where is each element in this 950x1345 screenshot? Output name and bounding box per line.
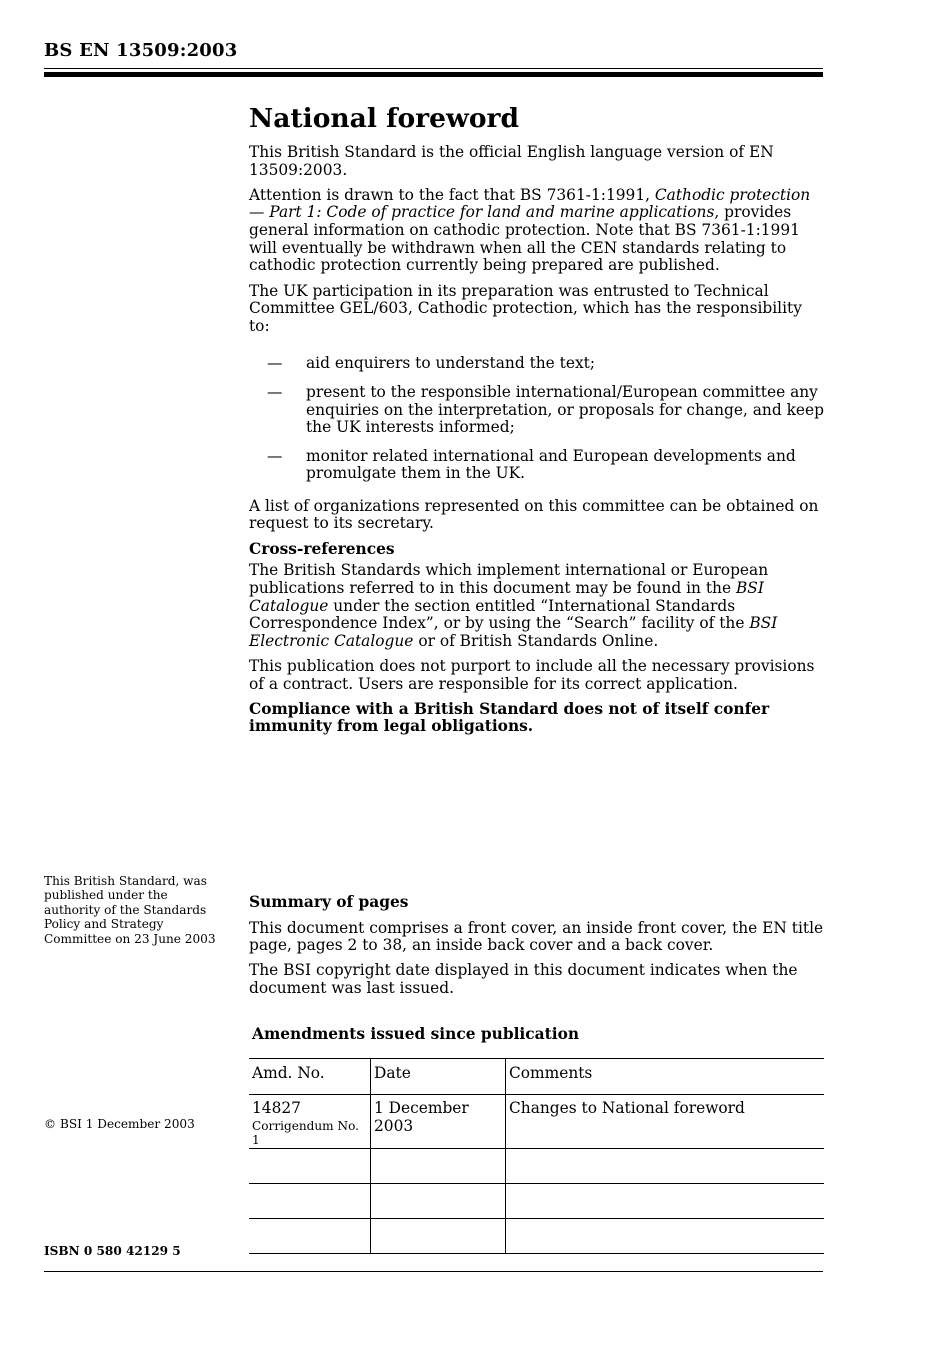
foreword-paragraph-1: This British Standard is the official English language version of EN 13509:2003. bbox=[249, 143, 774, 179]
list-item bbox=[249, 448, 827, 483]
crossref-paragraph bbox=[249, 562, 827, 650]
dash-marker: — bbox=[267, 446, 283, 465]
empty-cell bbox=[249, 1184, 371, 1219]
summary-paragraph-2: The BSI copyright date displayed in this document indicates when the document was last issued. bbox=[249, 961, 798, 998]
dash-marker: — bbox=[267, 354, 283, 373]
footer-rule bbox=[44, 1271, 823, 1272]
table-header-row bbox=[249, 1059, 824, 1095]
amendments-table bbox=[249, 1058, 824, 1254]
foreword-paragraph-4: A list of organizations represented on this committee can be obtained on request to its secretary. bbox=[249, 496, 819, 533]
header-date: Date bbox=[371, 1059, 506, 1095]
dash-marker: — bbox=[267, 382, 283, 401]
text-run: Attention is drawn to the fact that BS 7361-1:1991, bbox=[249, 185, 655, 204]
empty-cell bbox=[506, 1184, 825, 1219]
crossref-heading: Cross-references bbox=[249, 539, 395, 558]
text-run: under the section entitled “International Standards Correspondence Index”, or by using the “Search” facility of the bbox=[249, 596, 750, 633]
table-row bbox=[249, 1095, 824, 1149]
foreword-paragraph-3: The UK participation in its preparation was entrusted to Technical Committee GEL/603, Cathodic protection, which has the responsibility to: bbox=[249, 281, 802, 335]
list-item bbox=[249, 355, 827, 373]
document-code: BS EN 13509:2003 bbox=[44, 40, 238, 61]
text-run: , provides general information on cathodic protection. Note that BS 7361-1:1991 will eventually be withdrawn when all the CEN standards relating to cathodic protection currently being prepared are published. bbox=[249, 203, 800, 275]
electronic-catalogue-name: BSI Electronic Catalogue bbox=[249, 614, 778, 650]
header-comments: Comments bbox=[506, 1059, 825, 1095]
amd-corrigendum: Corrigendum No. 1 bbox=[252, 1119, 359, 1147]
foreword-paragraph-5: This publication does not purport to include all the necessary provisions of a contract. Users are responsible for its correct application. bbox=[249, 657, 815, 693]
empty-cell bbox=[249, 1149, 371, 1184]
list-item bbox=[249, 384, 827, 437]
empty-cell bbox=[506, 1149, 825, 1184]
summary-heading: Summary of pages bbox=[249, 893, 409, 911]
summary-paragraph-1: This document comprises a front cover, an inside front cover, the EN title page, pages 2 to 38, an inside back cover and a back cover. bbox=[249, 918, 824, 955]
header-rule-thin bbox=[44, 68, 823, 69]
empty-cell bbox=[371, 1149, 506, 1184]
foreword-section bbox=[249, 104, 827, 744]
foreword-paragraph-2 bbox=[249, 187, 827, 275]
summary-section bbox=[249, 894, 827, 1005]
page-title: National foreword bbox=[249, 103, 519, 134]
list-item-text: monitor related international and European developments and promulgate them in the UK. bbox=[306, 446, 796, 483]
publication-note: This British Standard, was published under the authority of the Standards Policy and Strategy Committee on 23 June 2003 bbox=[44, 874, 216, 946]
table-row-empty bbox=[249, 1149, 824, 1184]
text-run: or of British Standards Online. bbox=[413, 631, 659, 650]
copyright-notice: © BSI 1 December 2003 bbox=[44, 1117, 195, 1131]
cited-title: Cathodic protection — Part 1: Code of practice for land and marine applications bbox=[249, 185, 811, 222]
empty-cell bbox=[506, 1219, 825, 1254]
table-row-empty bbox=[249, 1219, 824, 1254]
isbn: ISBN 0 580 42129 5 bbox=[44, 1244, 181, 1258]
cell-amd-no bbox=[249, 1095, 371, 1149]
empty-cell bbox=[249, 1219, 371, 1254]
empty-cell bbox=[371, 1184, 506, 1219]
header-amd-no: Amd. No. bbox=[249, 1059, 371, 1095]
text-run: The British Standards which implement international or European publications referred to in this document may be found in the bbox=[249, 561, 769, 597]
responsibility-list bbox=[249, 355, 827, 483]
list-item-text: present to the responsible international/European committee any enquiries on the interpretation, or proposals for change, and keep the UK interests informed; bbox=[306, 382, 824, 437]
header-rule-thick bbox=[44, 72, 823, 77]
compliance-statement: Compliance with a British Standard does not of itself confer immunity from legal obligations. bbox=[249, 699, 770, 736]
table-row-empty bbox=[249, 1184, 824, 1219]
empty-cell bbox=[371, 1219, 506, 1254]
list-item-text: aid enquirers to understand the text; bbox=[306, 354, 596, 373]
cell-date: 1 December 2003 bbox=[371, 1095, 506, 1149]
cell-comments: Changes to National foreword bbox=[506, 1095, 825, 1149]
amendments-title: Amendments issued since publication bbox=[252, 1025, 580, 1043]
catalogue-name: BSI Catalogue bbox=[249, 578, 764, 615]
amd-number: 14827 bbox=[252, 1099, 301, 1117]
